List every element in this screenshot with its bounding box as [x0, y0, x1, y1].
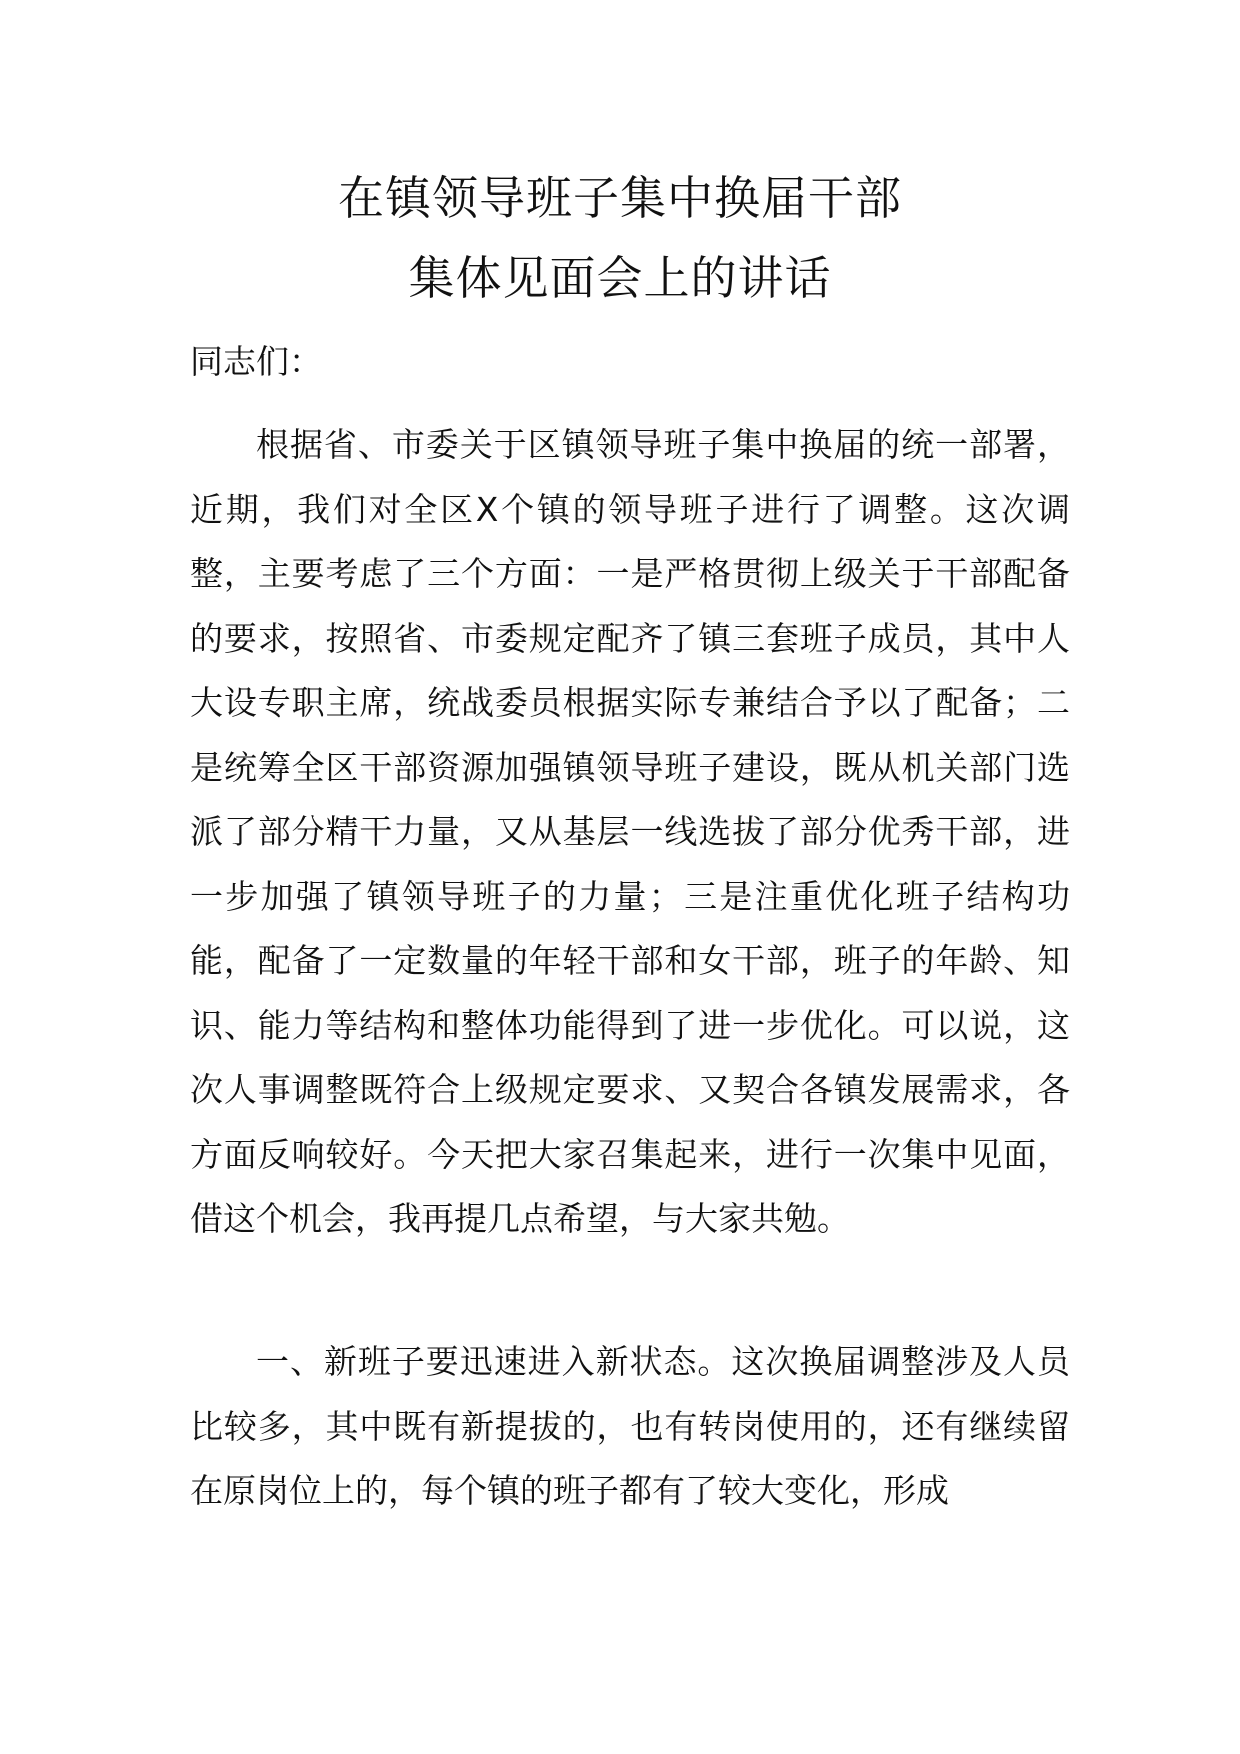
document-title-line-1: 在镇领导班子集中换届干部	[338, 171, 902, 225]
body-paragraph-1: 根据省、市委关于区镇领导班子集中换届的统一部署，近期，我们对全区X个镇的领导班子进行了调整。这次调整，主要考虑了三个方面：一是严格贯彻上级关于干部配备的要求，按照省、市委规定配齐了镇三套班子成员，其中人大设专职主席，统战委员根据实际专兼结合予以了配备；二是统筹全区干部资源加强镇领导班子建设，既从机关部门选派了部分精干力量，又从基层一线选拔了部分优秀干部，进一步加强了镇领导班子的力量；三是注重优化班子结构功能，配备了一定数量的年轻干部和女干部，班子的年龄、知识、能力等结构和整体功能得到了进一步优化。可以说，这次人事调整既符合上级规定要求、又契合各镇发展需求，各方面反响较好。今天把大家召集起来，进行一次集中见面，借这个机会，我再提几点希望，与大家共勉。	[190, 425, 1070, 1238]
document-title-line-2: 集体见面会上的讲话	[408, 251, 832, 305]
body-paragraph-2: 一、新班子要迅速进入新状态。这次换届调整涉及人员比较多，其中既有新提拔的，也有转岗使用的，还有继续留在原岗位上的，每个镇的班子都有了较大变化，形成	[190, 1342, 1070, 1510]
salutation: 同志们：	[190, 342, 322, 381]
